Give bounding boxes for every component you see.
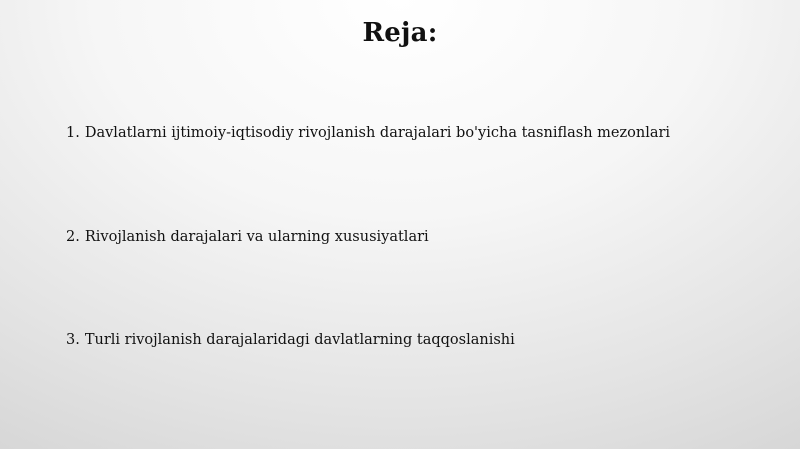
plan-item-text: Davlatlarni ijtimoiy-iqtisodiy rivojlanish darajalari bo'yicha tasniflash mezonlari <box>84 125 671 141</box>
slide-title: Reja: <box>362 18 438 48</box>
plan-item-number: 3. <box>66 332 80 348</box>
plan-item-number: 1. <box>66 125 80 141</box>
plan-item-text: Rivojlanish darajalari va ularning xususiyatlari <box>84 229 429 245</box>
plan-item-2 <box>66 229 429 245</box>
plan-item-3 <box>66 332 515 348</box>
plan-item-1 <box>66 125 670 141</box>
plan-item-text: Turli rivojlanish darajalaridagi davlatlarning taqqoslanishi <box>84 332 515 348</box>
plan-item-number: 2. <box>66 229 80 245</box>
